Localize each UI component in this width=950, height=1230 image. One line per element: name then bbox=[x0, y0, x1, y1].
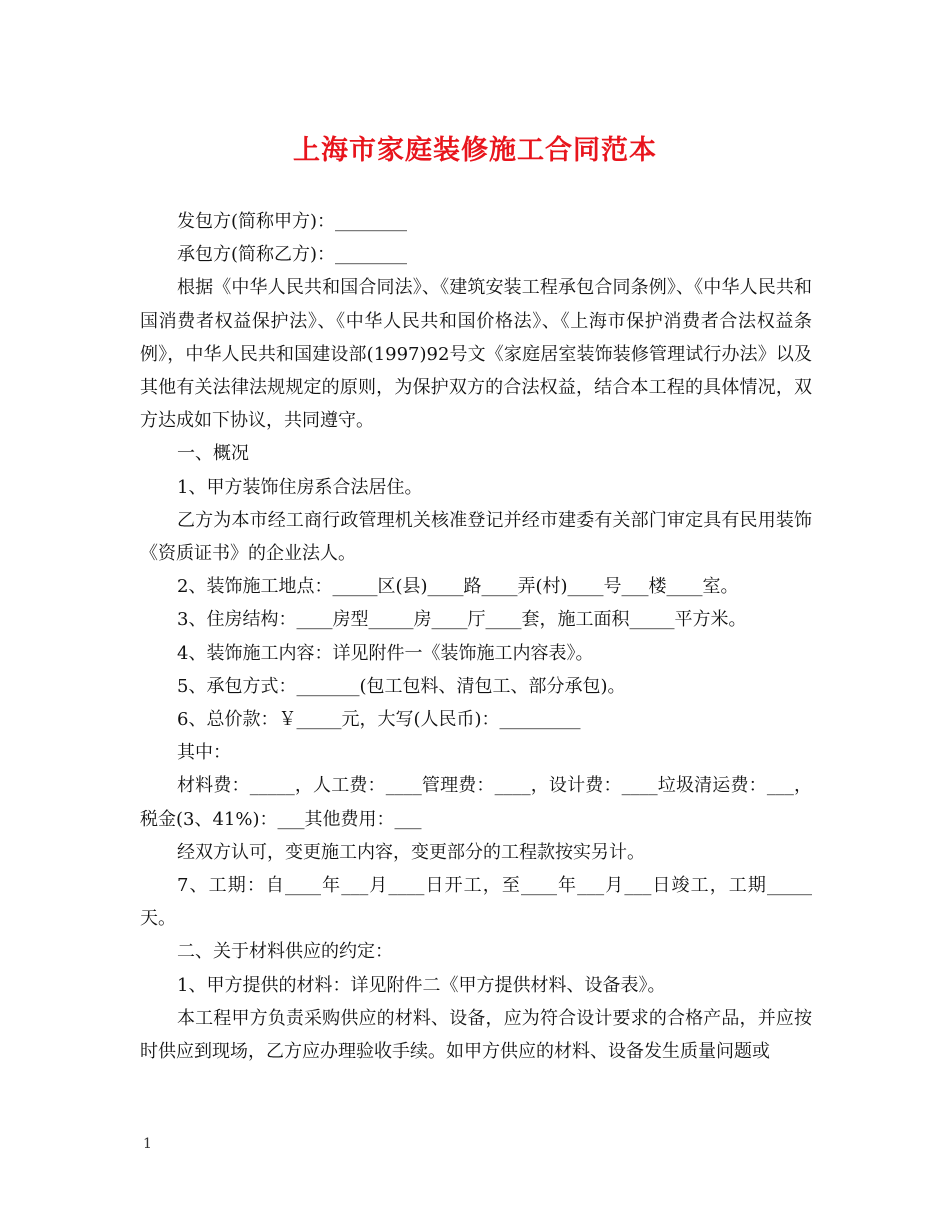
paragraph-fee-breakdown: 材料费：_____，人工费：____管理费：____，设计费：____垃圾清运费：___，税金(3、41%)：___其他费用：___ bbox=[140, 775, 812, 830]
clause-4-content: 4、装饰施工内容：详见附件一《装饰施工内容表》。 bbox=[177, 642, 594, 664]
paragraph-contractor-qualification: 乙方为本市经工商行政管理机关核准登记并经市建委有关部门审定具有民用装饰《资质证书》的企业法人。 bbox=[140, 509, 812, 565]
section-heading-overview: 一、概况 bbox=[177, 443, 249, 465]
document-title: 上海市家庭装修施工合同范本 bbox=[293, 135, 657, 166]
paragraph-change-terms: 经双方认可，变更施工内容，变更部分的工程款按实另计。 bbox=[177, 841, 645, 863]
paragraph-party-b: 承包方(简称乙方)：________ bbox=[177, 244, 408, 266]
paragraph-material-responsibility: 本工程甲方负责采购供应的材料、设备，应为符合设计要求的合格产品，并应按时供应到现场，乙方应办理验收手续。如甲方供应的材料、设备发生质量问题或 bbox=[140, 1007, 812, 1063]
section-heading-materials: 二、关于材料供应的约定： bbox=[177, 941, 393, 963]
page-number: 1 bbox=[143, 1136, 152, 1152]
clause-3-structure: 3、住房结构：____房型_____房____厅____套，施工面积_____平方米。 bbox=[177, 609, 747, 631]
contract-body bbox=[140, 205, 812, 1068]
paragraph-of-which: 其中： bbox=[177, 742, 231, 764]
clause-6-total-price: 6、总价款：￥_____元，大写(人民币)：_________ bbox=[177, 709, 581, 731]
clause-5-method: 5、承包方式：_______(包工包料、清包工、部分承包)。 bbox=[177, 675, 626, 697]
paragraph-legal-basis: 根据《中华人民共和国合同法》、《建筑安装工程承包合同条例》、《中华人民共和国消费者权益保护法》、《中华人民共和国价格法》、《上海市保护消费者合法权益条例》，中华人民共和国建设部(1997)92号文《家庭居室装饰装修管理试行办法》以及其他有关法律法规规定的原则，为保护双方的合法权益，结合本工程的具体情况，双方达成如下协议，共同遵守。 bbox=[140, 277, 812, 432]
clause-1-party-a-materials: 1、甲方提供的材料：详见附件二《甲方提供材料、设备表》。 bbox=[177, 974, 666, 996]
clause-2-location: 2、装饰施工地点：_____区(县)____路____弄(村)____号___楼____室。 bbox=[177, 576, 739, 598]
clause-7-schedule: 7、工期：自____年___月____日开工，至____年___月___日竣工，工期_____天。 bbox=[140, 875, 812, 930]
paragraph-party-a: 发包方(简称甲方)：________ bbox=[177, 211, 408, 232]
clause-1-residence: 1、甲方装饰住房系合法居住。 bbox=[177, 476, 423, 498]
